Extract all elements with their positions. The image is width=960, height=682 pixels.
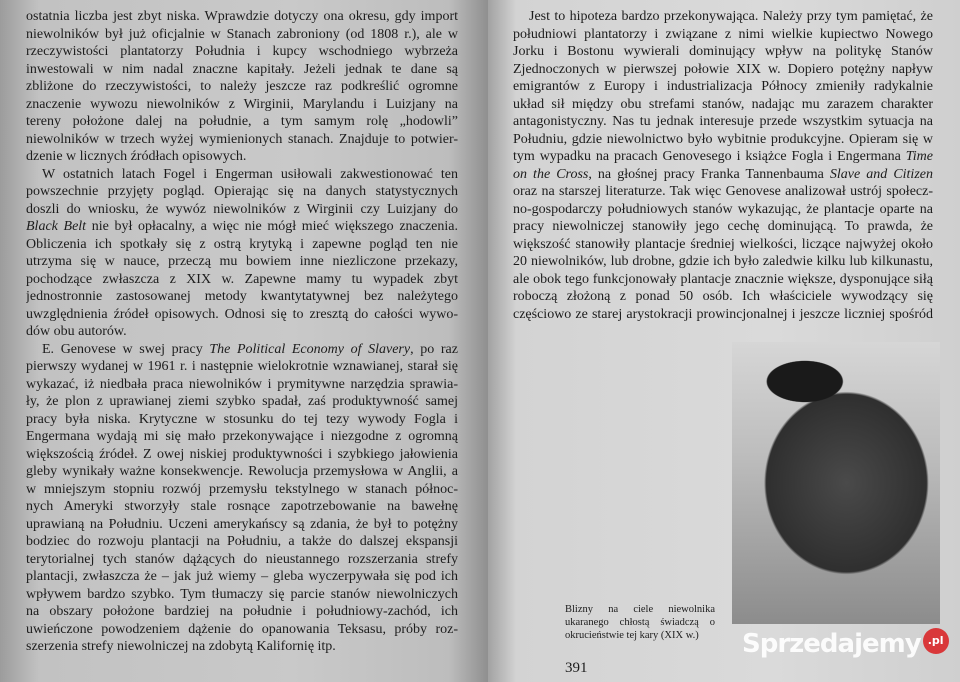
text-line: znaczenie wywozu niewolników z Wirginii, Marylandu i Luizjany na (26, 96, 458, 112)
text-line: Zjednoczonych w pierwszej połowie XIX w. Dopiero potężny napływ (513, 61, 933, 77)
text-line: układ sił między obu strefami stanów, nadając mu zarazem charakter (513, 96, 933, 112)
illustration-photo (732, 342, 940, 624)
text-line (513, 166, 933, 184)
text-line: gleby wynikały ważne konsekwencje. Rewolucja przemysłowa w Anglii, a (26, 464, 458, 479)
text-line: utrzyma się w nauce, przeczą mu bowiem inne niezliczone przekazy, (26, 254, 458, 269)
text-segment: E. Genovese w swej pracy (42, 341, 210, 357)
text-line: dów obu autorów. (26, 324, 127, 339)
text-line (26, 341, 458, 359)
text-line: częściowo ze starej arystokracji prowincjonalnej i jeszcze liczniej spośród (513, 306, 933, 322)
text-line: rzeczywistości plantatorzy Południa i kupcy wschodniego wybrzeża (26, 44, 458, 59)
text-segment: , na głośnej pracy Franka Tannenbauma (588, 166, 830, 182)
text-line: uwzględnienia źródeł opisowych. Odnosi się to zresztą do całości wywo- (26, 306, 458, 322)
text-line: nych Ameryki stworzyły stale rosnące zapotrzebowanie na bawełnę (26, 499, 458, 514)
text-line: zbliżone do rzeczywistości, to należy jeszcze raz podkreślić ogromne (26, 79, 458, 94)
text-line: doszli do wniosku, że wywóz niewolników z Wirginii czy Luizjany do (26, 201, 458, 217)
text-line: Południu, gdzie niewolnictwo było wybitnie produkcyjne. Opieram się w (513, 131, 933, 147)
text-line: inwestowali w nim nadal znaczne kapitały. Jeżeli jednak te dane są (26, 61, 458, 77)
text-line: emigrantów z Europy i industrializacja Północy zmieniły radykalnie (513, 79, 933, 94)
text-line: ale obok tego funkcjonowały plantacje znacznie większe, dysponujące siłą (513, 271, 933, 287)
text-line: Obliczenia ich spotkały się z ostrą krytyką i zapewne pogląd ten nie (26, 236, 458, 252)
text-line: oraz na starszej literaturze. Tak więc Genovese analizował ustrój społecz- (513, 184, 933, 199)
text-line: Engermana wydają mi się mało przekonywające i niezgodne z ogromną (26, 429, 458, 444)
text-line: W ostatnich latach Fogel i Engerman usiłowali zakwestionować ten (42, 166, 458, 182)
page-number: 391 (565, 660, 588, 676)
text-line: południowi plantatorzy i związane z nimi wielkie kupiectwo Nowego (513, 26, 933, 42)
text-line (26, 218, 458, 236)
italic-title: Slave and Citizen (829, 166, 933, 182)
watermark-badge: .pl (923, 628, 949, 654)
left-page-text (26, 8, 458, 656)
text-line: większością źródeł. Z owej niskiej produktywności i szybkiego jałowienia (26, 446, 458, 462)
text-line: wykazać, iż niedbała praca niewolników i prymitywne narzędzia sprawia- (26, 376, 458, 392)
photo-caption: Blizny na ciele niewolnika ukaranego chłostą świadczą o okrucieństwie tej kary (XIX w.) (565, 604, 715, 641)
text-line: plantacji, zwłaszcza że – jak już wiemy – gleba wyczerpywała się pod ich (26, 569, 458, 584)
text-line (513, 148, 933, 166)
text-line: niewolników w trzech wyżej wymienionych stanach. Znajduje to potwier- (26, 131, 458, 147)
italic-title: The Political Economy of Slavery (209, 341, 411, 357)
text-line: pracy była niska. Krytyczne w stosunku do tej tezy wywody Fogla i (26, 411, 458, 427)
text-line: ły, że plon z uprawianej ziemi szybko spadał, zaś produktywność samej (26, 394, 458, 409)
watermark (742, 628, 949, 660)
text-line: roboczą złożoną z ponad 50 osób. Ich właściciele wywodzący się (513, 289, 933, 304)
text-segment: nie był opłacalny, a więc nie mógł mieć większego znaczenia. (86, 219, 458, 234)
text-line: ostatnia liczba jest zbyt niska. Wprawdzie dotyczy ona okresu, gdy import (26, 9, 458, 24)
text-line: w mniejszym stopniu rozwój przemysłu tekstylnego w stanach północ- (26, 481, 458, 497)
text-line: Jorku i Bostonu wywierali dominujący wpływ na politykę Stanów (513, 44, 933, 59)
text-line: uwieńczone powodzeniem dążenie do opanowania Teksasu, próby roz- (26, 621, 458, 637)
text-line: no-gospodarczy południowych stanów wykazując, że plantacje oparte na (513, 201, 933, 217)
text-line: pochodzące zwłaszcza z XIX w. Zapewne mamy tu wypadek zbyt (26, 271, 458, 287)
text-segment: , po raz (410, 341, 458, 357)
text-line: antagonistyczny. Nas tu jednak interesuje przede wszystkim sytuacja na (513, 114, 933, 129)
text-line: dzenie w licznych źródłach opisowych. (26, 149, 247, 164)
text-line: uprawianą na Południu. Uczeni amerykańscy są zdania, że był to potężny (26, 516, 458, 532)
text-line: 20 niewolników, lub drobne, gdzie ich było zaledwie kilku lub kilkunastu, (513, 254, 933, 269)
italic-title: Time (905, 149, 933, 164)
italic-title: on the Cross (513, 166, 589, 182)
watermark-logo: Sprzedajemy (742, 629, 921, 659)
text-line: Jest to hipoteza bardzo przekonywająca. Należy przy tym pamiętać, że (529, 9, 933, 24)
text-line: powszechnie przyjęty pogląd. Opierając się na danych statystycznych (26, 184, 458, 199)
text-line: pierwszy wydanej w 1961 r. i następnie wielokrotnie wznawianej, starał się (26, 359, 458, 374)
text-line: na obszary położone bardziej na południe i południowy-zachód, ich (26, 604, 458, 619)
text-line: bodziec do rozwoju plantacji na Południu, a także do dalszej ekspansji (26, 534, 458, 549)
text-line: pracy niewolniczej stanowiły jego cechę dominującą. To prawda, że (513, 219, 933, 234)
text-line: tereny położone dalej na południe, a tym samym rolę „hodowli” (26, 114, 458, 129)
right-page-text (513, 8, 933, 323)
text-line: większość stanowiły plantacje średniej wielkości, liczące najwyżej około (513, 236, 933, 252)
italic-title: Black Belt (26, 219, 87, 234)
right-page (488, 0, 960, 682)
text-segment: tym wypadku na pracach Genovesego i książce Fogla i Engermana (513, 149, 906, 164)
text-line: niewolników był już oficjalnie w Stanach zabroniony (od 1808 r.), ale w (26, 26, 458, 42)
text-line: szerzenia strefy niewolniczej na zdobytą Kalifornię itp. (26, 639, 336, 654)
text-line: terytorialnej tych stanów dążących do nieustannego rozszerzania strefy (26, 551, 458, 567)
text-line: jednostronnie zastosowanej metody kwantytatywnej bez należytego (26, 289, 458, 304)
text-line: wpływem bardzo szybko. Tym tłumaczy się parcie stanów niewolniczych (26, 586, 458, 602)
